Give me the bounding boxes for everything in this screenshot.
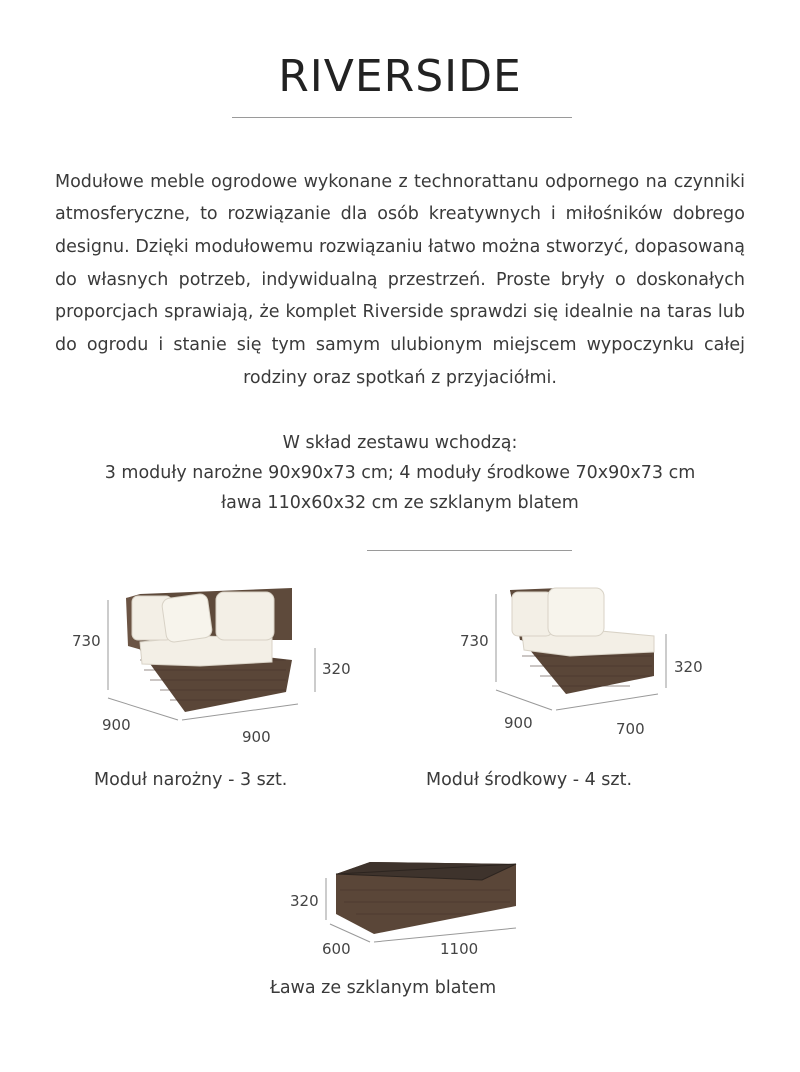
title-divider [232, 117, 572, 118]
composition-line-1: 3 moduły narożne 90x90x73 cm; 4 moduły środkowe 70x90x73 cm [104, 463, 696, 483]
corner-module-caption: Moduł narożny - 3 szt. [94, 770, 288, 790]
coffee-table [270, 850, 570, 1010]
section-divider [367, 550, 572, 551]
composition-heading: W skład zestawu wchodzą: [282, 433, 518, 453]
middle-depth-label: 900 [504, 714, 533, 732]
middle-width-label: 700 [616, 720, 645, 738]
table-height-label: 320 [290, 892, 319, 910]
product-description: Modułowe meble ogrodowe wykonane z technorattanu odpornego na czynniki atmosferyczne, to rozwiązanie dla osób kreatywnych i miłośników dobrego designu. Dzięki modułowemu rozwiązaniu łatwo można stworzyć, dopasowaną do własnych potrzeb, indywidualną przestrzeń. Proste bryły o doskonałych proporcjach sprawiają, że komplet Riverside sprawdzi się idealnie na taras lub do ogrodu i stanie się tym samym ulubionym miejscem wypoczynku całej rodziny oraz spotkań z przyjaciółmi. [55, 171, 745, 388]
middle-height-label: 730 [460, 632, 489, 650]
middle-module [426, 580, 740, 800]
corner-module [60, 580, 360, 800]
middle-seat-height-label: 320 [674, 658, 703, 676]
corner-seat-height-label: 320 [322, 660, 351, 678]
composition-line-2: ława 110x60x32 cm ze szklanym blatem [221, 493, 579, 513]
set-composition [20, 428, 780, 518]
table-width-label: 1100 [440, 940, 479, 958]
corner-width-label: 900 [242, 728, 271, 746]
coffee-table-caption: Ława ze szklanym blatem [270, 978, 497, 998]
page-title: RIVERSIDE [278, 51, 522, 103]
corner-depth-label: 900 [102, 716, 131, 734]
table-depth-label: 600 [322, 940, 351, 958]
middle-module-caption: Moduł środkowy - 4 szt. [426, 770, 633, 790]
corner-height-label: 730 [72, 632, 101, 650]
